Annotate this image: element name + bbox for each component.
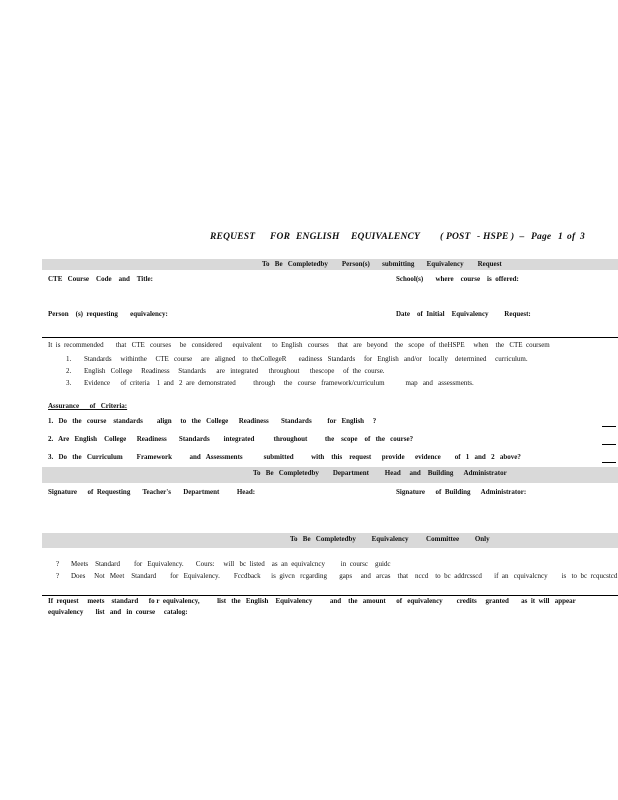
assurance-heading: Assurance of Criteria: [48,402,128,410]
divider [42,337,618,338]
equivalency-list-instructions: If request meets standard fo r equivalency, list the English Equivalency and the amount of equivalency credits granted as it will appear [48,597,576,605]
teacher-department-head-signature[interactable]: Signature of Requesting Teacher's Department Head: [48,488,256,496]
section2-header: To Be Completedby Department Head and Building Administrator [253,469,507,477]
title-for: FOR [270,232,291,242]
answer-blank[interactable] [602,426,616,427]
assurance-question: 2. Are English College Readiness Standards integrated throughout the scope of the course? [48,435,414,443]
schools-offered-field[interactable]: School(s) where course is offered: [396,275,519,283]
criteria-number: 3. [66,379,72,387]
title-post: ( POST [440,232,471,242]
person-requesting-field[interactable]: Person (s) requesting equivalency: [48,310,168,318]
course-code-title-field[interactable]: CTE Course Code and Title: [48,275,153,283]
criteria-item: English College Readiness Standards are integrated throughout thescope of the course. [84,367,385,375]
criteria-item: Standards withinthe CTE course are aligned to theCollegeR eadiness Standards for English and/or locally determined curriculum. [84,355,528,363]
assurance-question: 1. Do the course standards align to the College Readiness Standards for English ? [48,417,377,425]
assurance-question: 3. Do the Curriculum Framework and Assessments submitted with this request provide evidence of 1 and 2 above? [48,453,521,461]
recommendation-intro: It is recommended that CTE courses be considered equivalent to English courses that are beyond the scope of theHSPE when the CTE coursem [48,341,550,349]
criteria-number: 2. [66,367,72,375]
title-of: of [567,232,576,242]
title-page-label: Page [531,232,552,242]
meets-standard-text: Meets Standard for Equivalency. Cours: will bc listed as an equivalcncy in coursc guidc [71,560,391,568]
title-equivalency: EQUIVALENCY [351,232,421,242]
answer-blank[interactable] [602,462,616,463]
equivalency-list-instructions-cont: equivalency list and in course catalog: [48,608,188,616]
answer-blank[interactable] [602,444,616,445]
building-administrator-signature[interactable]: Signature of Building Administrator: [396,488,527,496]
does-not-meet-text: Does Not Meet Standard for Equivalency. Fccdback is givcn rcgarding gaps and arcas that nccd to bc addrcsscd if an cquivalcncy is to bc rcqucstcd [71,572,618,580]
divider [42,595,618,596]
checkbox-does-not-meet[interactable]: ? [56,572,60,580]
criteria-item: Evidence of criteria 1 and 2 are demonstrated through the course framework/curriculum map and assessments. [84,379,474,387]
title-english: ENGLISH [296,232,340,242]
section1-header: To Be Completedby Person(s) submitting Equivalency Request [262,260,502,268]
date-initial-request-field[interactable]: Date of Initial Equivalency Request: [396,310,531,318]
checkbox-meets-standard[interactable]: ? [56,560,60,568]
title-page-number: 1 [558,232,563,242]
criteria-number: 1. [66,355,72,363]
section3-header: To Be Completedby Equivalency Committee Only [290,535,490,543]
title-request: REQUEST [210,232,256,242]
title-dash: ) – [511,232,525,242]
title-page-total: 3 [580,232,585,242]
title-hspe: - HSPE [477,232,509,242]
